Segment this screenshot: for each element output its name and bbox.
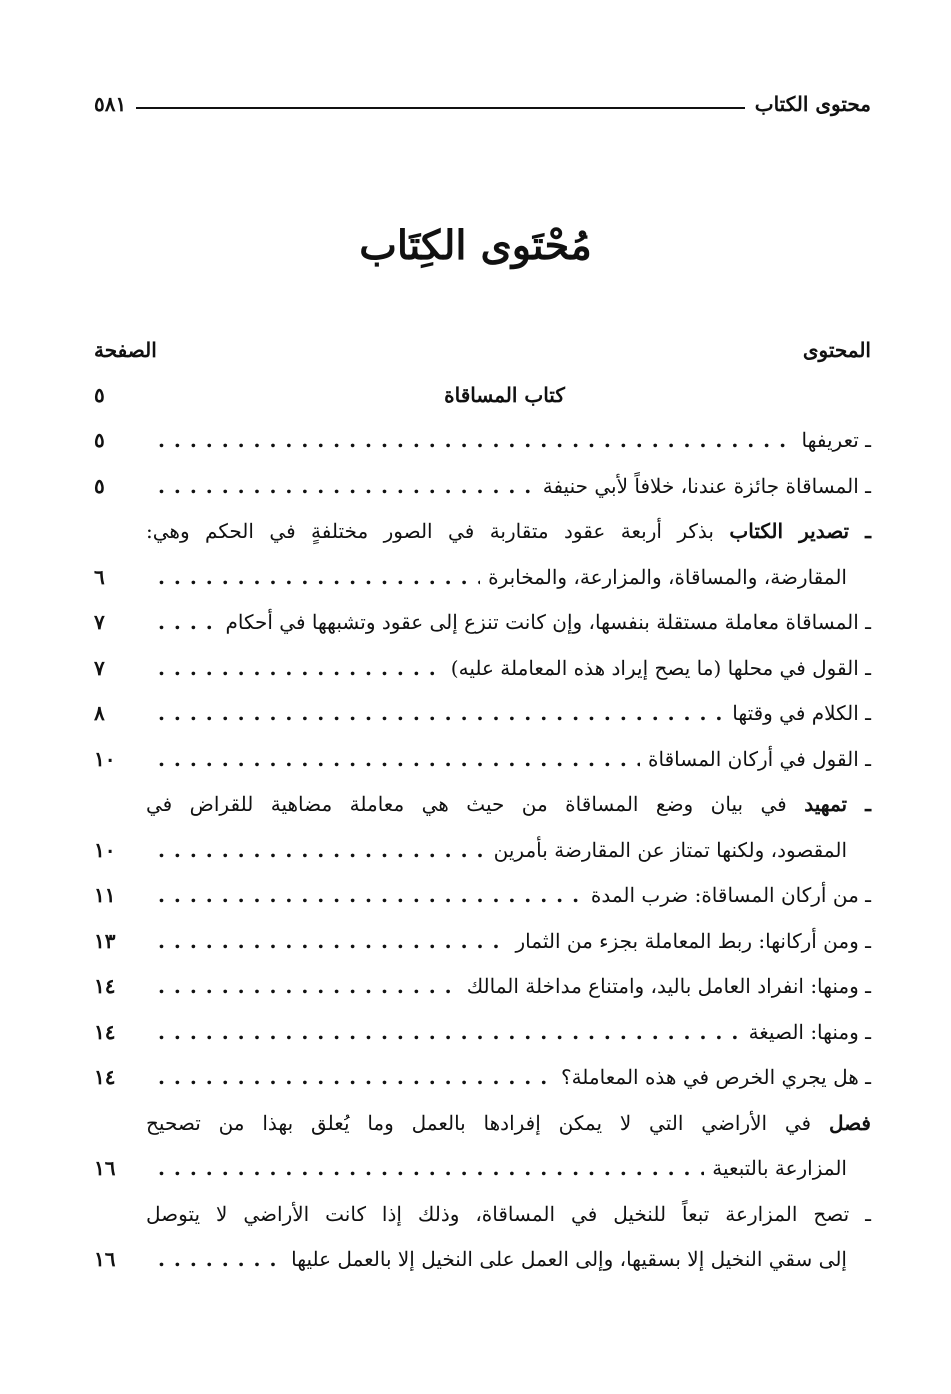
header-rule: [136, 107, 745, 109]
dot-leader: [158, 749, 640, 769]
toc-entry-body: ـ ومنها: الصيغة: [748, 1019, 871, 1044]
toc-page-number: ١٦: [94, 1247, 116, 1272]
toc-entry-text: [138, 1202, 871, 1226]
toc-entry-body: في الأراضي التي لا يمكن إفرادها بالعمل وما يُعلق بهذا من تصحيح: [146, 1110, 829, 1135]
toc-row: [94, 827, 871, 873]
toc-entry-body: ـ القول في أركان المساقاة: [648, 746, 871, 771]
running-title: محتوى الكتاب: [754, 92, 871, 116]
toc-entry-text: [794, 428, 871, 452]
toc-row: [94, 463, 871, 509]
toc-entry-text: [583, 883, 871, 907]
toc-row: [94, 964, 871, 1010]
toc-entry-text: [486, 838, 871, 862]
toc-entry-text: [217, 610, 871, 634]
column-headers: [94, 334, 871, 366]
dot-leader: [158, 931, 508, 951]
dot-leader: [158, 885, 583, 905]
column-head-page: الصفحة: [94, 338, 157, 362]
toc-page-number: ٥: [94, 473, 105, 498]
toc-entry-text: [741, 1020, 871, 1044]
toc-entry-text: [508, 929, 871, 953]
column-head-content: المحتوى: [802, 338, 871, 362]
toc-entry-body: كتاب المساقاة: [444, 382, 565, 407]
toc-page-number: ١٣: [94, 928, 116, 953]
toc-entry-body: ـ من أركان المساقاة: ضرب المدة: [590, 883, 871, 908]
toc-entry-text: [704, 1156, 871, 1180]
dot-leader: [158, 1158, 704, 1178]
toc-row: [94, 418, 871, 464]
toc-entry-body: بذكر أربعة عقود متقاربة في الصور مختلفةٍ في الحكم وهي:: [146, 519, 730, 544]
toc-entry-body: إلى سقي النخيل إلا بسقيها، وإلى العمل على النخيل إلا بالعمل عليها: [291, 1247, 847, 1272]
toc-row: [94, 1009, 871, 1055]
dot-leader: [158, 1022, 741, 1042]
toc-entry-lead: ـ تمهيد: [804, 792, 872, 817]
toc-entry-text: [138, 519, 871, 543]
toc-entry-body: في بيان وضع المساقاة من حيث هي معاملة مضاهية للقراض في: [146, 792, 805, 817]
toc-entry-body: ـ المساقاة جائزة عندنا، خلافاً لأبي حنيفة: [542, 473, 871, 498]
toc-page-number: ١٠: [94, 837, 116, 862]
dot-leader: [158, 567, 480, 587]
toc-entry-body: ـ ومن أركانها: ربط المعاملة بجزء من الثمار: [515, 928, 871, 953]
page-number: ٥٨١: [94, 92, 127, 116]
dot-leader: [158, 1067, 553, 1087]
toc-page-number: ١٠: [94, 746, 116, 771]
dot-leader: [158, 840, 486, 860]
toc-row: [94, 600, 871, 646]
toc-entry-text: [138, 383, 871, 407]
toc-entry-text: [459, 974, 871, 998]
dot-leader: [158, 476, 535, 496]
page-title: مُحْتَوى الكِتَاب: [359, 222, 592, 269]
dot-leader: [158, 703, 724, 723]
table-of-contents: [94, 372, 871, 1282]
dot-leader: [158, 430, 794, 450]
toc-page-number: ١٤: [94, 974, 116, 999]
toc-row: [94, 509, 871, 555]
toc-entry-text: [138, 1111, 871, 1135]
toc-page-number: ٥: [94, 382, 105, 407]
toc-entry-text: [443, 656, 871, 680]
toc-page-number: ٧: [94, 655, 105, 680]
dot-leader: [158, 612, 217, 632]
toc-page-number: ١٤: [94, 1019, 116, 1044]
toc-entry-body: ـ تصح المزارعة تبعاً للنخيل في المساقاة، وذلك إذا كانت الأراضي لا يتوصل: [146, 1201, 871, 1226]
toc-row: [94, 873, 871, 919]
toc-entry-body: ـ تعريفها: [801, 428, 871, 453]
toc-row: [94, 1100, 871, 1146]
toc-entry-text: [553, 1065, 871, 1089]
toc-row: [94, 1191, 871, 1237]
toc-row: [94, 782, 871, 828]
toc-row: [94, 645, 871, 691]
toc-page-number: ٦: [94, 564, 105, 589]
dot-leader: [158, 658, 443, 678]
toc-row: [94, 918, 871, 964]
toc-entry-body: المقصود، ولكنها تمتاز عن المقارضة بأمرين: [493, 837, 847, 862]
toc-page-number: ٧: [94, 610, 105, 635]
toc-entry-text: [724, 701, 871, 725]
toc-entry-lead: فصل: [828, 1110, 871, 1135]
toc-entry-text: [283, 1247, 871, 1271]
toc-row: [94, 1146, 871, 1192]
dot-leader: [158, 1249, 283, 1269]
toc-entry-body: ـ الكلام في وقتها: [732, 701, 871, 726]
toc-page-number: ٨: [94, 701, 105, 726]
toc-entry-body: ـ هل يجري الخرص في هذه المعاملة؟: [560, 1065, 871, 1090]
toc-page-number: ٥: [94, 428, 105, 453]
toc-row: [94, 372, 871, 418]
toc-entry-body: ـ القول في محلها (ما يصح إيراد هذه المعاملة عليه): [450, 655, 871, 680]
toc-entry-lead: ـ تصدير الكتاب: [729, 519, 872, 544]
toc-row: [94, 736, 871, 782]
toc-entry-body: المزارعة بالتبعية: [712, 1156, 847, 1181]
dot-leader: [158, 976, 459, 996]
toc-row: [94, 1055, 871, 1101]
toc-page-number: ١٤: [94, 1065, 116, 1090]
toc-page-number: ١٦: [94, 1156, 116, 1181]
toc-row: [94, 1237, 871, 1283]
toc-entry-text: [640, 747, 871, 771]
toc-row: [94, 554, 871, 600]
toc-entry-body: ـ المساقاة معاملة مستقلة بنفسها، وإن كانت تنزع إلى عقود وتشبهها في أحكام: [225, 610, 871, 635]
toc-page-number: ١١: [94, 883, 116, 908]
toc-entry-body: ـ ومنها: انفراد العامل باليد، وامتناع مداخلة المالك: [466, 974, 871, 999]
toc-entry-text: [535, 474, 871, 498]
toc-entry-text: [480, 565, 871, 589]
running-head: [94, 86, 871, 122]
toc-entry-body: المقارضة، والمساقاة، والمزارعة، والمخابرة: [488, 564, 847, 589]
toc-row: [94, 691, 871, 737]
toc-entry-text: [138, 792, 871, 816]
